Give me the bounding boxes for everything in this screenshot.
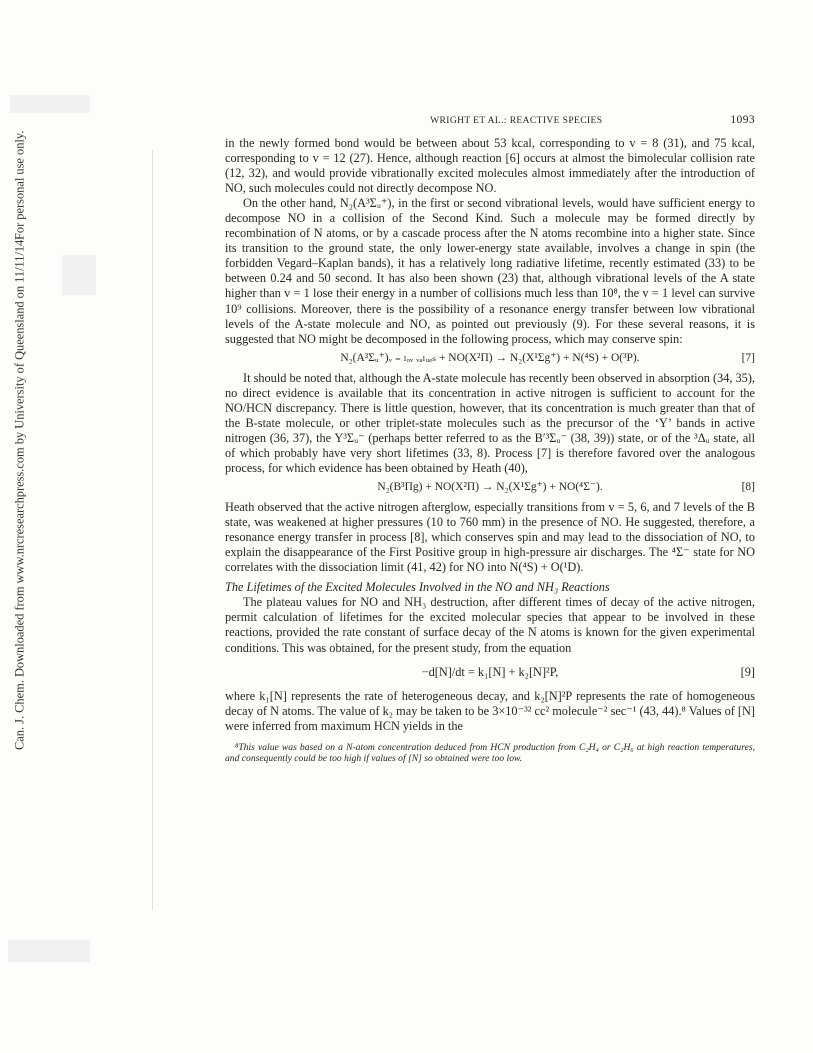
equation-8-number: [8] (741, 481, 755, 494)
paragraph-5: The plateau values for NO and NH₃ destruction, after different times of decay of the active nitrogen, permit calculation of lifetimes for the excited molecular species that appear to be involved in these reactions, provided the rate constant of surface decay of the N atoms is known for the given experimental conditions. This was obtained, for the present study, from the equation (225, 595, 755, 655)
paragraph-6: where k₁[N] represents the rate of heterogeneous decay, and k₂[N]²P represents the rate of homogeneous decay of N atoms. The value of k₂ may be taken to be 3×10⁻³² cc² molecule⁻² sec⁻¹ (43, 44).⁸ Values of [N] were inferred from maximum HCN yields in the (225, 688, 755, 733)
paragraph-3: It should be noted that, although the A-state molecule has recently been observed in absorption (34, 35), no direct evidence is available that its concentration in active nitrogen is sufficient to account for the NO/HCN discrepancy. There is little question, however, that its concentration is much greater than that of the B-state molecule, or other triplet-state molecules such as the precursor of the ‘Y’ bands in active nitrogen (36, 37), the Y³Σᵤ⁻ (perhaps better referred to as the B′³Σᵤ⁻ (38, 39)) state, or of the ³Δᵤ state, all of which probably have very short lifetimes (33, 8). Process [7] is therefore favored over the analogous process, for which evidence has been obtained by Heath (40), (225, 370, 755, 475)
equation-7-number: [7] (741, 351, 755, 364)
running-head (225, 113, 755, 128)
page-number: 1093 (730, 114, 755, 126)
scan-smudge-mid (62, 255, 96, 295)
section-heading: The Lifetimes of the Excited Molecules Involved in the NO and NH₃ Reactions (225, 580, 610, 595)
paragraph-4: Heath observed that the active nitrogen afterglow, especially transitions from v = 5, 6, and 7 levels of the B state, was weakened at higher pressures (10 to 760 mm) in the presence of NO. He suggested, therefore, a resonance energy transfer in process [8], which conserves spin and may lead to the dissociation of NO, to explain the disappearance of the First Positive group in high-pressure air discharges. The ⁴Σ⁻ state for NO correlates with the dissociation limit (41, 42) for NO into N(⁴S) + O(¹D). (225, 500, 755, 575)
equation-8 (225, 480, 755, 495)
equation-9-text: −d[N]/dt = k₁[N] + k₂[N]²P, (421, 664, 559, 679)
equation-9 (225, 665, 755, 680)
download-notice (2, 130, 38, 750)
paragraph-1: in the newly formed bond would be between about 53 kcal, corresponding to v = 8 (31), and 75 kcal, corresponding to v = 12 (27). Hence, although reaction [6] occurs at almost the bimolecular collision rate (12, 32), and would provide vibrationally excited molecules almost immediately after the introduction of NO, such molecules could not directly decompose NO. (225, 136, 755, 196)
download-notice-line1: Can. J. Chem. Downloaded from www.nrcresearchpress.com by University of Queensland on 11/11/14 (12, 239, 27, 750)
journal-page (225, 113, 755, 764)
paragraph-2: On the other hand, N₂(A³Σᵤ⁺), in the first or second vibrational levels, would have sufficient energy to decompose NO in a collision of the Second Kind. Such a molecule may be formed directly by recombination of N atoms, or by a cascade process after the N atoms recombine into a higher state. Since its transition to the ground state, the only lower-energy state available, involves a change in spin (the forbidden Vegard–Kaplan bands), it has a relatively long radiative lifetime, recently estimated (33) to be between 0.24 and 50 second. It has also been shown (23) that, although vibrational levels of the A state higher than v = 1 lose their energy in a number of collisions much less than 10⁸, the v = 1 level can survive 10⁹ collisions. Moreover, there is the possibility of a resonance energy transfer between low vibrational levels of the A-state molecule and NO, as pointed out previously (9). For these several reasons, it is suggested that NO might be decomposed in the following process, which may conserve spin: (225, 196, 755, 346)
running-head-title: WRIGHT ET AL.: REACTIVE SPECIES (430, 116, 603, 126)
download-notice-line2: For personal use only. (12, 130, 27, 240)
scan-smudge-bottom (8, 940, 90, 962)
equation-7 (225, 351, 755, 366)
scan-smudge-top (10, 95, 90, 113)
equation-8-text: N₂(B³Πg) + NO(X²Π) → N₂(X¹Σg⁺) + NO(⁴Σ⁻). (377, 481, 603, 494)
margin-rule (152, 150, 153, 910)
equation-7-text: N₂(A³Σᵤ⁺)ᵥ ₌ ₗₒᵥ ᵥₐₗᵤₑₛ + NO(X²Π) → N₂(X¹Σg⁺) + N(⁴S) + O(³P). (340, 351, 640, 364)
footnote: ⁸This value was based on a N-atom concentration deduced from HCN production from C₂H₄ or C₂H₆ at high reaction temperatures, and consequently could be too high if values of [N] so obtained were too low. (225, 741, 755, 764)
equation-9-number: [9] (740, 664, 755, 679)
